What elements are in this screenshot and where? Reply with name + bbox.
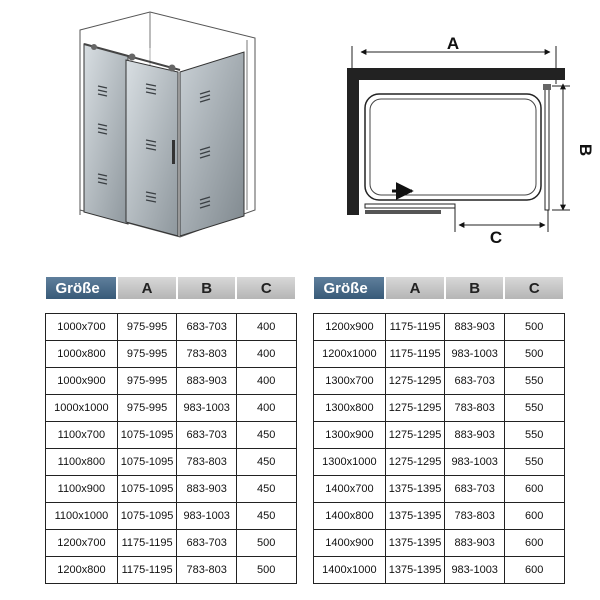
table-cell: 1375-1395 <box>385 476 445 503</box>
table-cell: 400 <box>236 314 296 341</box>
table-cell: 500 <box>236 530 296 557</box>
table-cell: 983-1003 <box>177 395 237 422</box>
table-cell: 975-995 <box>117 341 177 368</box>
table-header-row <box>314 277 565 299</box>
table-cell: 883-903 <box>445 314 505 341</box>
label-c: C <box>489 228 503 247</box>
table-cell: 1175-1195 <box>385 341 445 368</box>
column-header: A <box>117 277 177 299</box>
table-cell: 1375-1395 <box>385 530 445 557</box>
label-b: B <box>576 143 595 157</box>
table-cell: 1200x800 <box>46 557 118 584</box>
table-cell: 1400x900 <box>314 530 386 557</box>
table-cell: 450 <box>236 476 296 503</box>
table-cell: 1200x900 <box>314 314 386 341</box>
table-cell: 883-903 <box>177 476 237 503</box>
table-cell: 550 <box>504 449 564 476</box>
table-row <box>314 503 565 530</box>
shower-tray <box>365 94 541 200</box>
table-row <box>46 368 297 395</box>
table-cell: 683-703 <box>177 314 237 341</box>
table-row <box>314 314 565 341</box>
table-cell: 983-1003 <box>445 341 505 368</box>
table-cell: 550 <box>504 422 564 449</box>
table-cell: 783-803 <box>445 395 505 422</box>
table-cell: 400 <box>236 341 296 368</box>
top-view-plan <box>347 34 595 247</box>
table-cell: 1075-1095 <box>117 449 177 476</box>
diagram-drawings <box>0 0 600 270</box>
table-cell: 1200x1000 <box>314 341 386 368</box>
table-cell: 983-1003 <box>445 557 505 584</box>
column-header: Größe <box>46 277 118 299</box>
table-cell: 1100x800 <box>46 449 118 476</box>
table-cell: 1075-1095 <box>117 422 177 449</box>
door-handle <box>172 140 175 164</box>
table-cell: 600 <box>504 557 564 584</box>
table-cell: 600 <box>504 503 564 530</box>
table-cell: 883-903 <box>445 530 505 557</box>
table-cell: 500 <box>504 341 564 368</box>
table-cell: 1275-1295 <box>385 395 445 422</box>
table-cell: 1100x700 <box>46 422 118 449</box>
column-header: B <box>445 277 505 299</box>
column-header: B <box>177 277 237 299</box>
side-glass-panel <box>180 52 244 236</box>
column-header: C <box>236 277 296 299</box>
column-header: C <box>504 277 564 299</box>
table-cell: 1300x800 <box>314 395 386 422</box>
table-cell: 783-803 <box>177 449 237 476</box>
table-cell: 1200x700 <box>46 530 118 557</box>
table-cell: 683-703 <box>177 530 237 557</box>
table-cell: 1100x1000 <box>46 503 118 530</box>
table-cell: 1375-1395 <box>385 503 445 530</box>
table-cell: 1175-1195 <box>117 530 177 557</box>
table-cell: 450 <box>236 449 296 476</box>
table-cell: 1075-1095 <box>117 476 177 503</box>
table-cell: 883-903 <box>445 422 505 449</box>
table-row <box>46 503 297 530</box>
table-cell: 975-995 <box>117 314 177 341</box>
table-cell: 1400x700 <box>314 476 386 503</box>
table-cell: 1300x900 <box>314 422 386 449</box>
table-cell: 1175-1195 <box>117 557 177 584</box>
table-cell: 1300x700 <box>314 368 386 395</box>
table-cell: 550 <box>504 395 564 422</box>
table-cell: 450 <box>236 503 296 530</box>
table-cell: 550 <box>504 368 564 395</box>
table-cell: 783-803 <box>177 341 237 368</box>
table-row <box>314 449 565 476</box>
table-cell: 975-995 <box>117 368 177 395</box>
fixed-glass-plan <box>365 204 455 208</box>
table-row <box>46 422 297 449</box>
left-wall <box>347 68 359 215</box>
table-cell: 1275-1295 <box>385 422 445 449</box>
table-row <box>46 314 297 341</box>
table-cell: 400 <box>236 395 296 422</box>
label-a: A <box>446 34 460 53</box>
table-row <box>46 476 297 503</box>
sliding-door-plan <box>365 210 441 214</box>
table-row <box>314 557 565 584</box>
table-cell: 600 <box>504 476 564 503</box>
sliding-glass-door <box>126 60 178 236</box>
table-cell: 1375-1395 <box>385 557 445 584</box>
column-header: Größe <box>314 277 386 299</box>
table-cell: 983-1003 <box>177 503 237 530</box>
table-header-row <box>46 277 297 299</box>
table-cell: 1275-1295 <box>385 449 445 476</box>
table-cell: 1000x700 <box>46 314 118 341</box>
table-row <box>314 530 565 557</box>
table-row <box>46 530 297 557</box>
size-table-left <box>45 277 297 584</box>
table-cell: 783-803 <box>177 557 237 584</box>
table-row <box>314 422 565 449</box>
table-cell: 1000x900 <box>46 368 118 395</box>
table-row <box>46 557 297 584</box>
table-cell: 1100x900 <box>46 476 118 503</box>
size-table-right <box>313 277 565 584</box>
table-cell: 883-903 <box>177 368 237 395</box>
table-row <box>46 449 297 476</box>
table-cell: 400 <box>236 368 296 395</box>
back-wall <box>347 68 565 80</box>
table-row <box>46 395 297 422</box>
table-cell: 683-703 <box>445 476 505 503</box>
table-cell: 683-703 <box>177 422 237 449</box>
table-cell: 500 <box>504 314 564 341</box>
table-row <box>314 341 565 368</box>
table-cell: 783-803 <box>445 503 505 530</box>
table-cell: 1300x1000 <box>314 449 386 476</box>
table-cell: 450 <box>236 422 296 449</box>
table-cell: 1400x800 <box>314 503 386 530</box>
table-cell: 1400x1000 <box>314 557 386 584</box>
side-glass <box>545 88 549 210</box>
table-cell: 1000x1000 <box>46 395 118 422</box>
table-cell: 975-995 <box>117 395 177 422</box>
shower-enclosure-perspective <box>80 12 255 237</box>
table-cell: 600 <box>504 530 564 557</box>
table-row <box>314 395 565 422</box>
table-cell: 1075-1095 <box>117 503 177 530</box>
table-cell: 983-1003 <box>445 449 505 476</box>
table-cell: 1175-1195 <box>385 314 445 341</box>
table-cell: 500 <box>236 557 296 584</box>
table-row <box>46 341 297 368</box>
table-row <box>314 368 565 395</box>
table-row <box>314 476 565 503</box>
table-cell: 683-703 <box>445 368 505 395</box>
table-cell: 1000x800 <box>46 341 118 368</box>
table-cell: 1275-1295 <box>385 368 445 395</box>
column-header: A <box>385 277 445 299</box>
